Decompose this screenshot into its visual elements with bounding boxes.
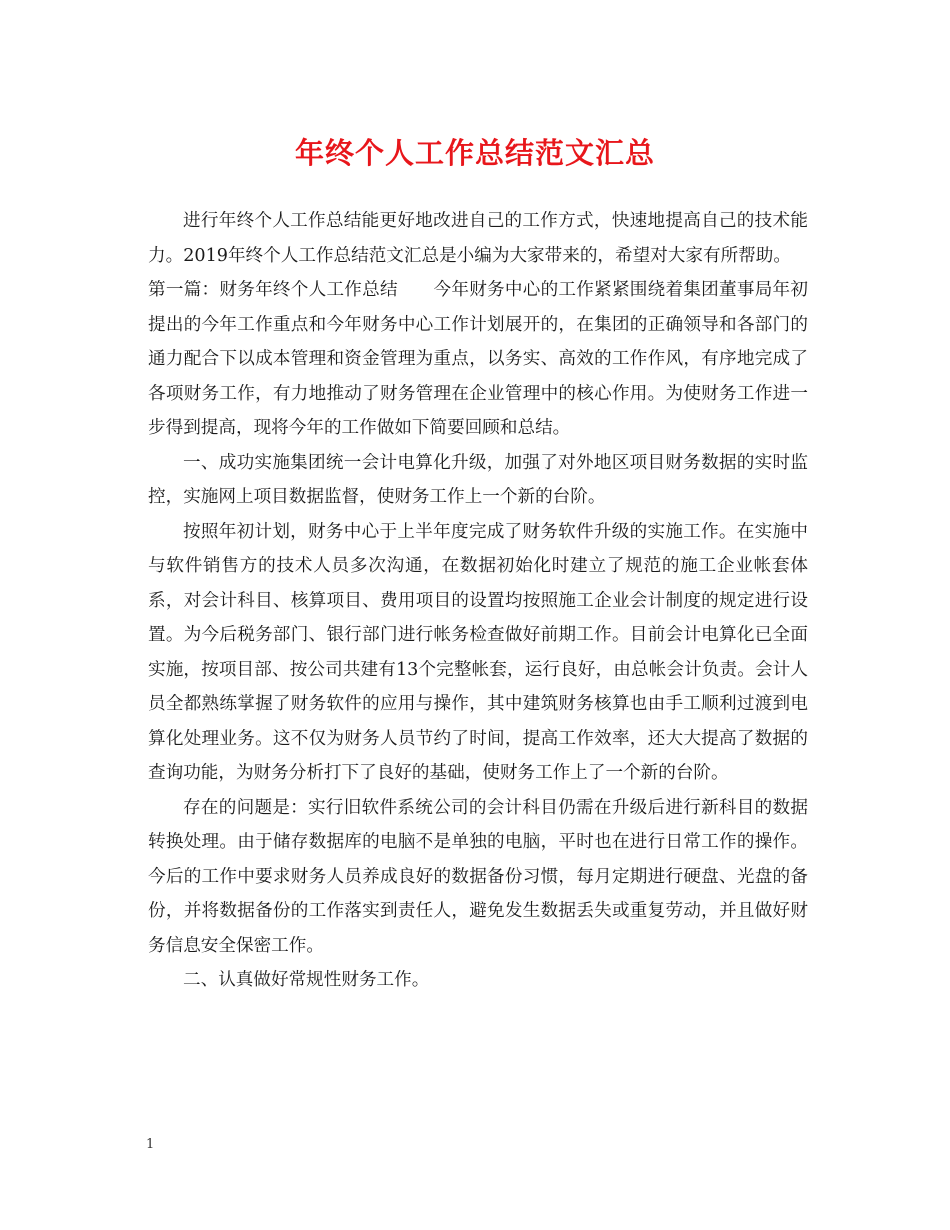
document-body [148, 204, 808, 998]
existing-problems-paragraph: 存在的问题是：实行旧软件系统公司的会计科目仍需在升级后进行新科目的数据转换处理。由于储存数据库的电脑不是单独的电脑，平时也在进行日常工作的操作。今后的工作中要求财务人员养成良好的数据备份习惯，每月定期进行硬盘、光盘的备份，并将数据备份的工作落实到责任人，避免发生数据丢失或重复劳动，并且做好财务信息安全保密工作。 [148, 797, 808, 956]
item-two-heading-paragraph: 二、认真做好常规性财务工作。 [183, 970, 430, 990]
intro-paragraph: 进行年终个人工作总结能更好地改进自己的工作方式，快速地提高自己的技术能力。2019年终个人工作总结范文汇总是小编为大家带来的，希望对大家有所帮助。 [148, 211, 808, 266]
document-title: 年终个人工作总结范文汇总 [294, 136, 655, 170]
section-one-paragraph: 第一篇：财务年终个人工作总结 今年财务中心的工作紧紧围绕着集团董事局年初提出的今年工作重点和今年财务中心工作计划展开的，在集团的正确领导和各部门的通力配合下以成本管理和资金管理为重点，以务实、高效的工作作风，有序地完成了各项财务工作，有力地推动了财务管理在企业管理中的核心作用。为使财务工作进一步得到提高，现将今年的工作做如下简要回顾和总结。 [148, 280, 808, 438]
item-one-heading-paragraph: 一、成功实施集团统一会计电算化升级，加强了对外地区项目财务数据的实时监控，实施网上项目数据监督，使财务工作上一个新的台阶。 [148, 452, 808, 507]
software-upgrade-paragraph: 按照年初计划，财务中心于上半年度完成了财务软件升级的实施工作。在实施中与软件销售方的技术人员多次沟通，在数据初始化时建立了规范的施工企业帐套体系，对会计科目、核算项目、费用项目的设置均按照施工企业会计制度的规定进行设置。为今后税务部门、银行部门进行帐务检查做好前期工作。目前会计电算化已全面实施，按项目部、按公司共建有13个完整帐套，运行良好，由总帐会计负责。会计人员全都熟练掌握了财务软件的应用与操作，其中建筑财务核算也由手工顺利过渡到电算化处理业务。这不仅为财务人员节约了时间，提高工作效率，还大大提高了数据的查询功能，为财务分析打下了良好的基础，使财务工作上了一个新的台阶。 [148, 521, 808, 783]
page-number: 1 [146, 1137, 155, 1152]
